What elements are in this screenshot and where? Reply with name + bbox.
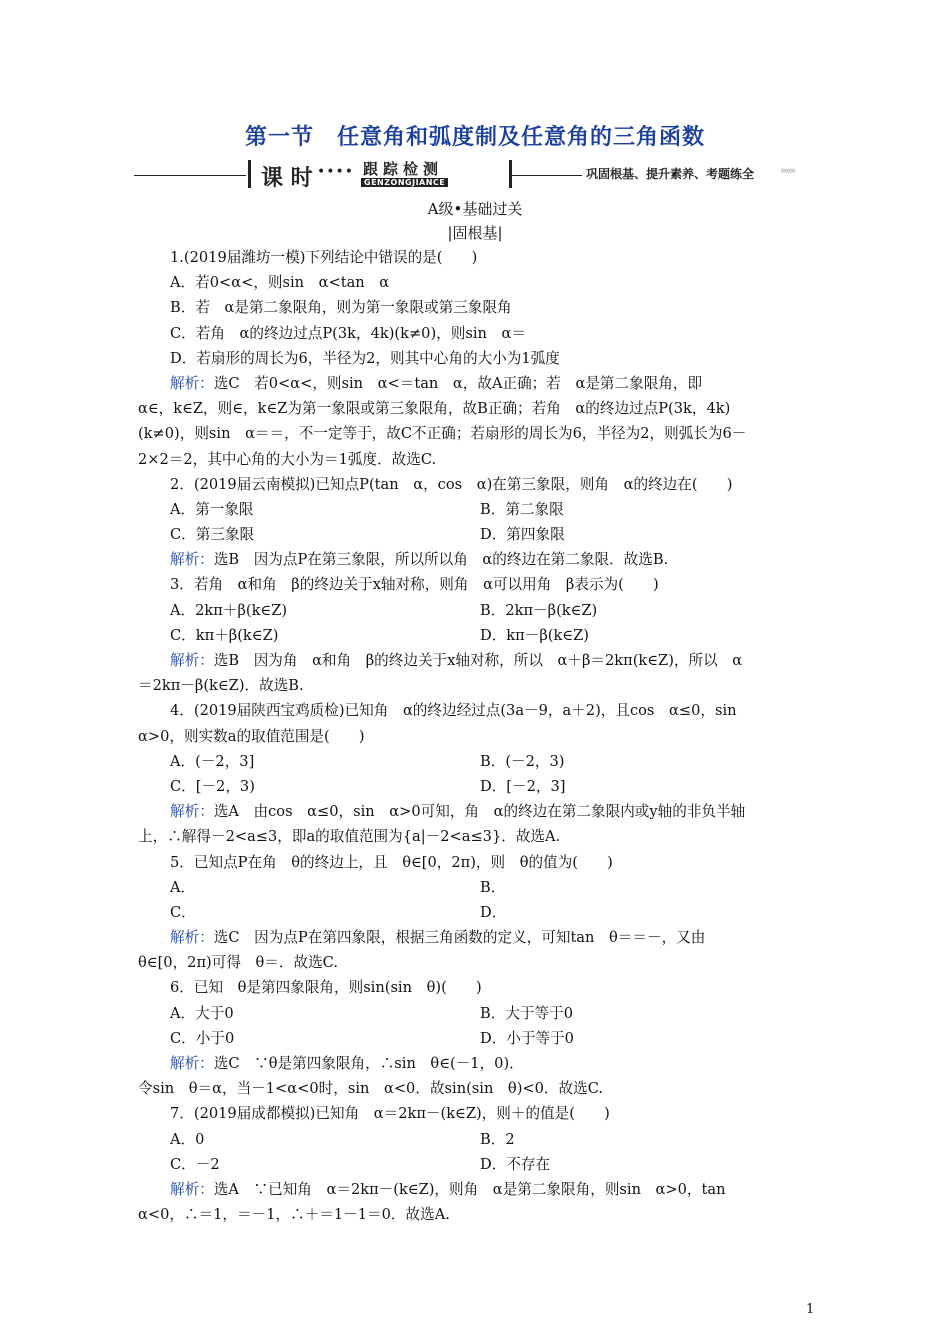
answer-option: D．[－2，3]	[480, 777, 566, 795]
option-row	[138, 900, 814, 925]
answer-option: D．不存在	[480, 1155, 551, 1173]
analysis-line: 解析：选B 因为角 α和角 β的终边关于x轴对称，所以 α＋β＝2kπ(k∈Z)，所以 α	[170, 652, 743, 669]
answer-option: C．－2	[170, 1155, 220, 1173]
answer-option: A．若0<α<，则sin α<tan α	[170, 274, 390, 292]
banner-gzjc: 跟踪检测	[363, 160, 444, 178]
answer-option: C．[－2，3)	[170, 777, 255, 795]
analysis-line: 解析：选A ∵已知角 α＝2kπ－(k∈Z)，则角 α是第二象限角，则sin α>0，tan	[170, 1180, 726, 1198]
question-stem: 2．(2019届云南模拟)已知点P(tan α，cos α)在第三象限，则角 α的终边在( )	[170, 475, 733, 493]
analysis-line: 解析：选C ∵θ是第四象限角，∴sin θ∈(－1，0)．	[170, 1055, 524, 1072]
answer-option: C．小于0	[170, 1029, 235, 1047]
banner-rule-right	[510, 175, 582, 176]
sublevel-heading: |固根基|	[447, 224, 503, 242]
question-item	[138, 472, 814, 573]
answer-option: B．第二象限	[480, 500, 564, 518]
analysis-label: 解析：	[170, 1180, 214, 1198]
question-stem: 7．(2019届成都模拟)已知角 α＝2kπ－(k∈Z)，则＋的值是( )	[170, 1105, 610, 1123]
analysis-line: 上，∴解得－2<a≤3，即a的取值范围为{a|－2<a≤3}．故选A.	[138, 828, 561, 846]
answer-option: A．	[170, 878, 196, 896]
question-stem: 6．已知 θ是第四象限角，则sin(sin θ)( )	[170, 979, 482, 997]
analysis-label: 解析：	[170, 803, 214, 821]
banner-bracket	[248, 160, 512, 191]
option-row	[138, 598, 814, 623]
question-stem: 3．若角 α和角 β的终边关于x轴对称，则角 α可以用角 β表示为( )	[170, 576, 659, 594]
section-banner	[134, 160, 814, 190]
answer-option: B．2kπ－β(k∈Z)	[480, 601, 598, 619]
question-stem: α>0，则实数a的取值范围是( )	[138, 727, 365, 745]
page-number: 1	[806, 1302, 815, 1317]
analysis-line: (k≠0)，则sin α＝＝，不一定等于，故C不正确；若扇形的周长为6，半径为2，则弧长为6－	[138, 425, 747, 443]
analysis-label: 解析：	[170, 551, 214, 569]
question-item	[138, 245, 814, 472]
analysis-line: 解析：选B 因为点P在第三象限，所以所以角 α的终边在第二象限．故选B.	[170, 551, 669, 569]
banner-arrows-icon: »»»	[780, 164, 795, 177]
answer-option: B．大于等于0	[480, 1004, 573, 1022]
question-stem: 4．(2019届陕西宝鸡质检)已知角 α的终边经过点(3a－9，a＋2)，且cos α≤0，sin	[170, 702, 737, 720]
question-stem: 5．已知点P在角 θ的终边上，且 θ∈[0，2π)，则 θ的值为( )	[170, 853, 613, 871]
answer-option: A．大于0	[170, 1004, 234, 1022]
page-title: 第一节 任意角和弧度制及任意角的三角函数	[244, 124, 705, 150]
analysis-line: α∈，k∈Z，则∈，k∈Z为第一象限或第三象限角，故B正确；若角 α的终边过点P(3k，4k)	[138, 400, 731, 418]
answer-option: B．	[480, 878, 506, 896]
analysis-label: 解析：	[170, 929, 214, 947]
answer-option: B．2	[480, 1130, 515, 1148]
banner-dots: ••••	[317, 164, 355, 180]
option-row	[138, 1026, 814, 1051]
question-item	[138, 850, 814, 976]
answer-option: D．若扇形的周长为6，半径为2，则其中心角的大小为1弧度	[170, 349, 560, 367]
answer-option: B．(－2，3)	[480, 752, 565, 770]
analysis-line: ＝2kπ－β(k∈Z)．故选B.	[138, 677, 304, 695]
answer-option: C．第三象限	[170, 526, 255, 544]
option-row	[138, 875, 814, 900]
question-list	[138, 245, 814, 1227]
level-heading: A级•基础过关	[427, 200, 523, 218]
option-row	[138, 1152, 814, 1177]
option-row	[138, 749, 814, 774]
analysis-line: 2×2＝2，其中心角的大小为＝1弧度．故选C.	[138, 450, 437, 468]
option-row	[138, 623, 814, 648]
answer-option: D．	[480, 903, 507, 921]
answer-option: D．第四象限	[480, 526, 565, 544]
answer-option: A．(－2，3]	[170, 752, 255, 770]
answer-option: A．0	[170, 1130, 205, 1148]
answer-option: A．2kπ＋β(k∈Z)	[170, 601, 288, 619]
question-item	[138, 572, 814, 698]
analysis-line: θ∈[0，2π)可得 θ＝．故选C.	[138, 954, 338, 972]
analysis-line: 解析：选C 因为点P在第四象限，根据三角函数的定义，可知tan θ＝＝－，又由	[170, 929, 706, 947]
answer-option: B．若 α是第二象限角，则为第一象限或第三象限角	[170, 299, 512, 317]
analysis-line: 解析：选C 若0<α<，则sin α<＝tan α，故A正确；若 α是第二象限角，即	[170, 374, 703, 392]
question-stem: 1.(2019届潍坊一模)下列结论中错误的是( )	[170, 249, 478, 266]
option-row	[138, 1001, 814, 1026]
analysis-line: 解析：选A 由cos α≤0，sin α>0可知，角 α的终边在第二象限内或y轴的非负半轴	[170, 803, 746, 821]
question-item	[138, 698, 814, 849]
answer-option: C．若角 α的终边过点P(3k，4k)(k≠0)，则sin α＝	[170, 324, 526, 342]
answer-option: C．kπ＋β(k∈Z)	[170, 626, 279, 644]
answer-option: D．小于等于0	[480, 1029, 574, 1047]
banner-rule-left	[134, 175, 246, 176]
answer-option: A．第一象限	[170, 500, 254, 518]
option-row	[138, 1127, 814, 1152]
analysis-label: 解析：	[170, 652, 214, 669]
banner-slogan: 巩固根基、提升素养、考题练全	[586, 167, 755, 181]
analysis-line: 令sin θ＝α，当－1<α<0时，sin α<0．故sin(sin θ)<0．故选C.	[138, 1080, 603, 1098]
banner-keshi: 课 时	[261, 165, 313, 191]
analysis-line: α<0，∴＝1，＝－1，∴＋＝1－1＝0．故选A.	[138, 1206, 450, 1224]
question-item	[138, 1101, 814, 1227]
question-item	[138, 975, 814, 1101]
option-row	[138, 774, 814, 799]
analysis-label: 解析：	[170, 374, 214, 392]
banner-gzjc-en: GENZONGJIANCE	[361, 178, 448, 187]
answer-option: C．	[170, 903, 196, 921]
answer-option: D．kπ－β(k∈Z)	[480, 626, 589, 644]
option-row	[138, 522, 814, 547]
option-row	[138, 497, 814, 522]
analysis-label: 解析：	[170, 1055, 214, 1072]
